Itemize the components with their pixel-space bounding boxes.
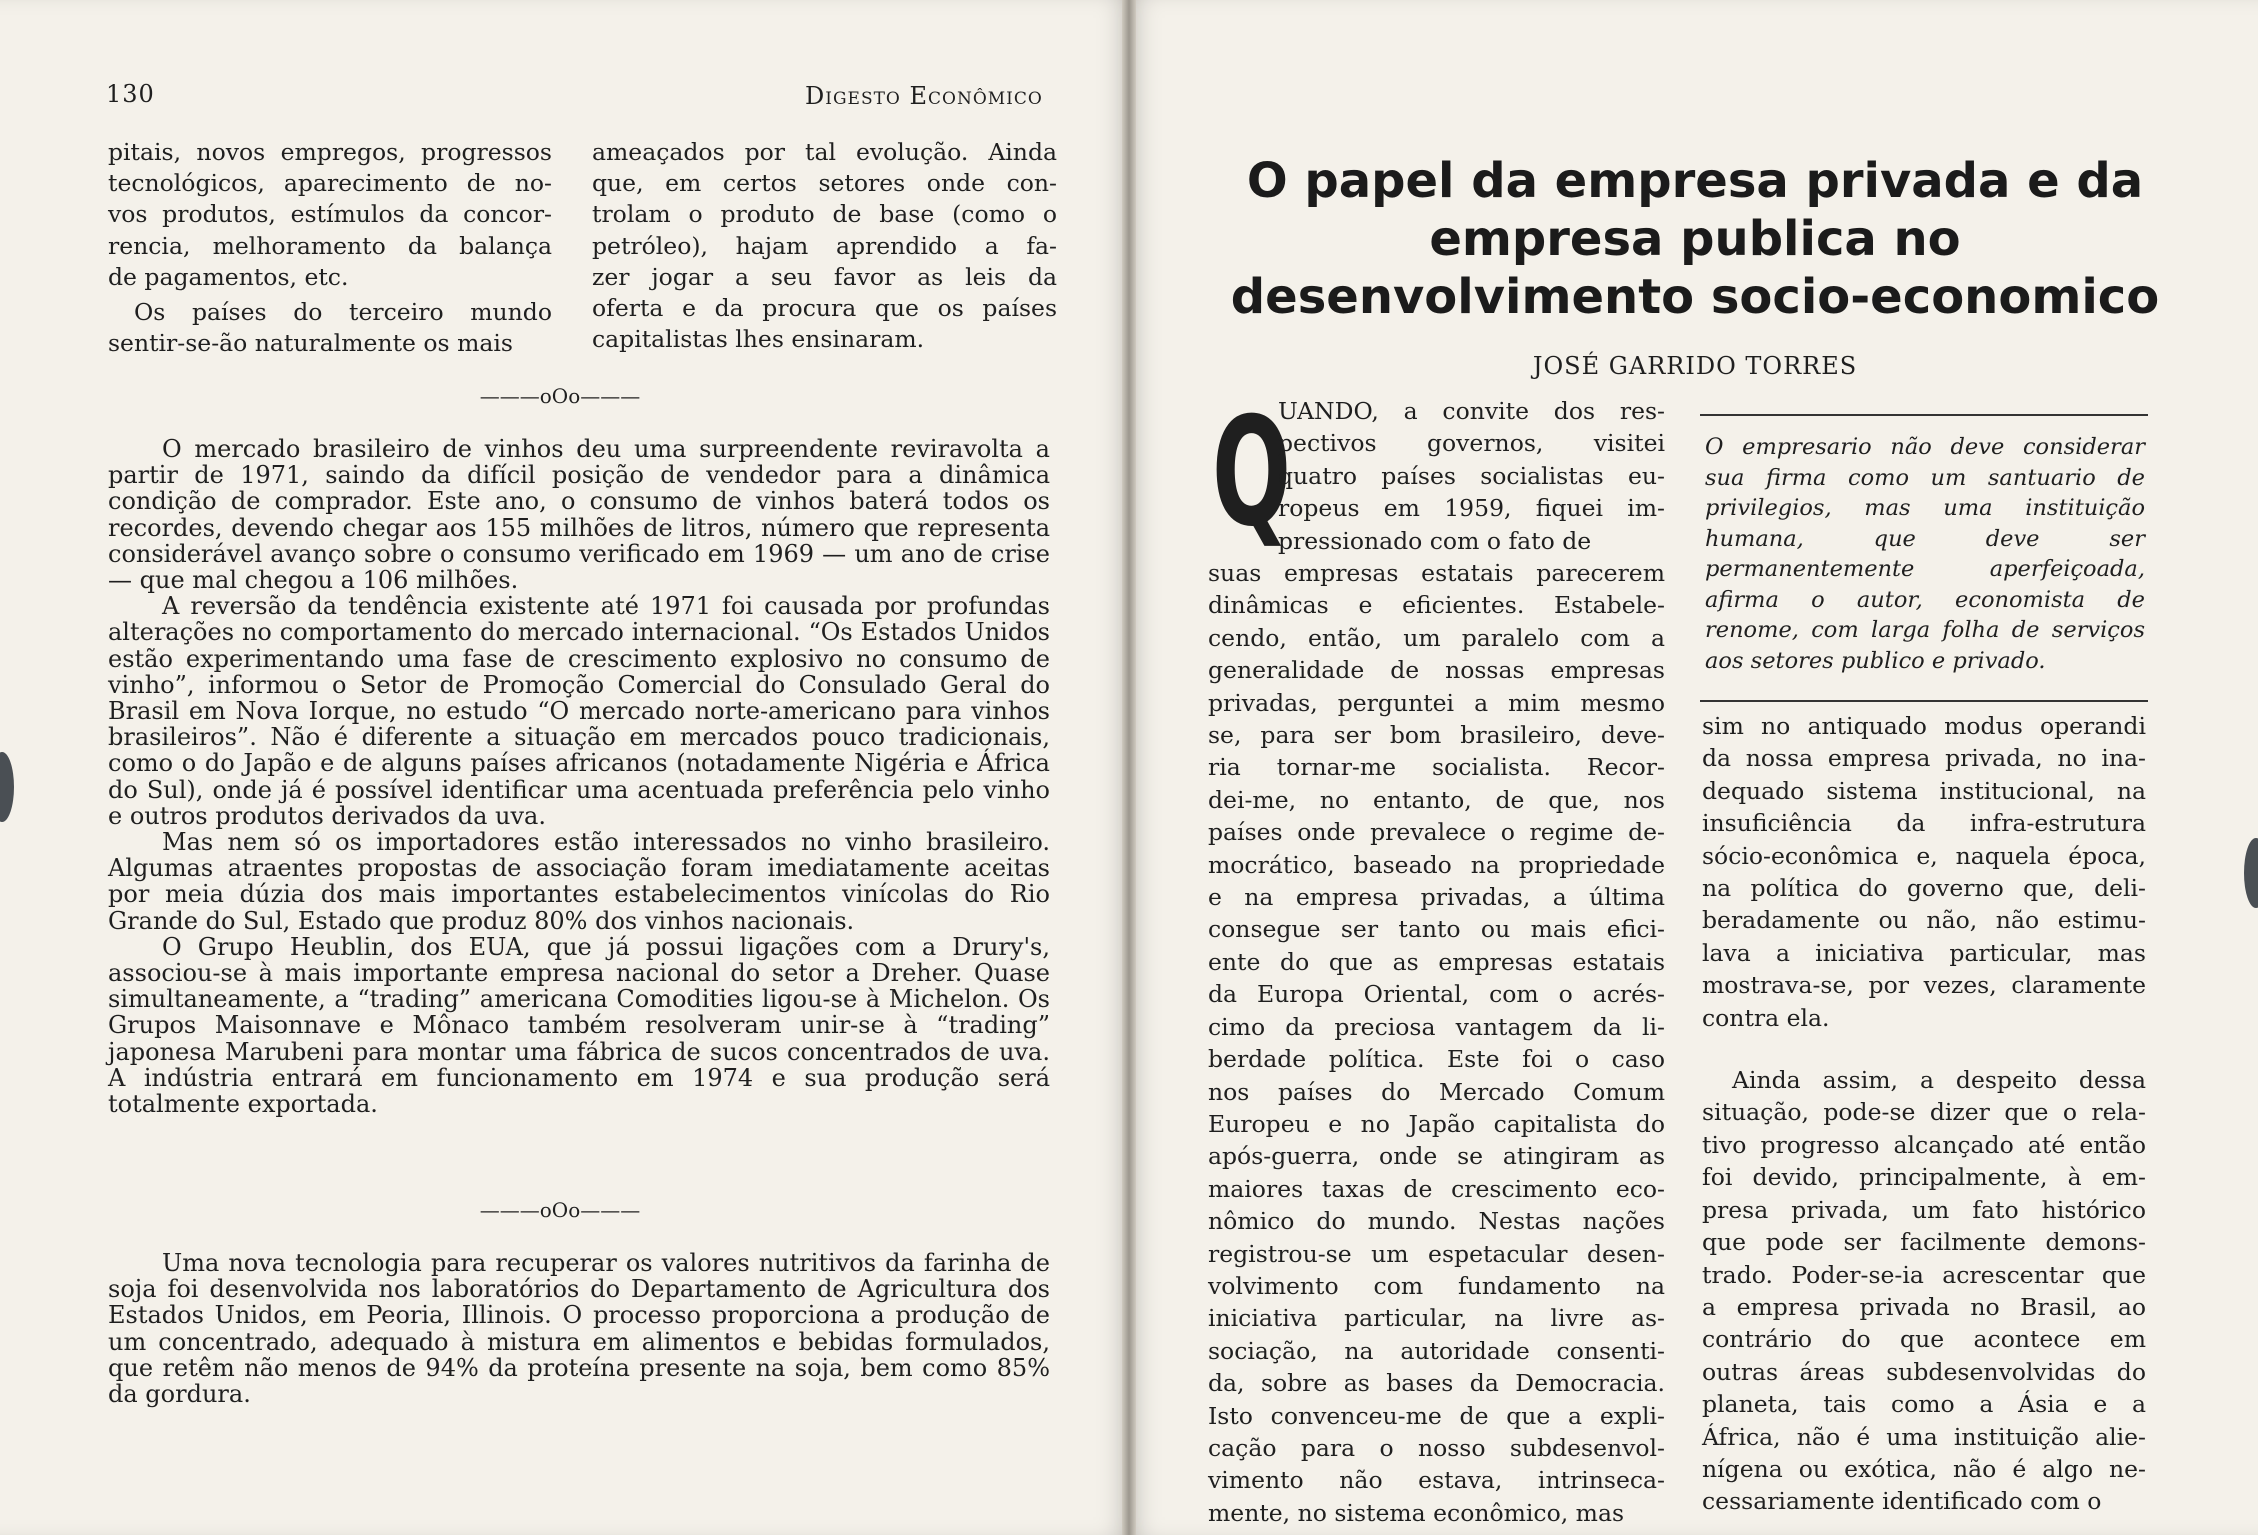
text-line: privadas, perguntei a mim mesmo xyxy=(1208,688,1665,717)
text-line: oferta e da procura que os países xyxy=(592,294,1057,323)
text-line: cimo da preciosa vantagem da li- xyxy=(1208,1012,1665,1041)
page-number: 130 xyxy=(106,80,155,108)
left-col-1 xyxy=(108,137,552,359)
soy-article xyxy=(108,1250,1050,1407)
article-body xyxy=(1208,557,1665,1529)
text-line: sentir-se-ão naturalmente os mais xyxy=(108,329,513,358)
text-line: cendo, então, um paralelo com a xyxy=(1208,623,1665,652)
text-line: Europeu e no Japão capitalista do xyxy=(1208,1109,1665,1138)
drop-cap: Q xyxy=(1212,386,1292,560)
text-line: beradamente ou não, não estimu- xyxy=(1702,906,2146,935)
wine-paragraph-4: O Grupo Heublin, dos EUA, que já possui ligações com a Drury's, associou-se à mais importante empresa nacional do setor a Dreher. Quase simultaneamente, a “trading” americana Comodities ligou-se à Michelon. Os Grupos Maisonnave e Mônaco também resolveram unir-se à “trading” japonesa Marubeni para montar uma fábrica de sucos concentrados de uva. A indústria entrará em funcionamento em 1974 e sua produção será totalmente exportada. xyxy=(108,932,1050,1119)
text-line: UANDO, a convite dos res- xyxy=(1278,397,1665,425)
text-line: ropeus em 1959, fiquei im- xyxy=(1278,494,1665,523)
text-line: mente, no sistema econômico, mas xyxy=(1208,1498,1625,1527)
article-col-2-paragraph-1 xyxy=(1702,710,2146,1034)
lead-paragraph xyxy=(1278,395,1665,557)
running-head: Digesto Econômico xyxy=(805,82,1043,110)
article-title: O papel da empresa privada e da empresa publica no desenvolvimento socio-economico xyxy=(1230,153,2160,325)
book-gutter xyxy=(1122,0,1136,1535)
text-line: vos produtos, estímulos da concor- xyxy=(108,200,552,229)
article-lead-lines xyxy=(1278,395,1665,557)
text-line: insuficiência da infra-estrutura xyxy=(1702,809,2146,838)
text-line: foi devido, principalmente, à em- xyxy=(1702,1163,2146,1192)
text-line: da nossa empresa privada, no ina- xyxy=(1702,744,2146,773)
article-col-1 xyxy=(1208,557,1665,1529)
pull-quote: O empresario não deve considerar sua firma como um santuario de privilegios, mas uma instituição humana, que deve ser permanentemente aperfeiçoada, afirma o autor, economista de renome, com larga folha de serviços aos setores publico e privado. xyxy=(1705,434,2145,674)
text-line: da Europa Oriental, com o acrés- xyxy=(1208,980,1665,1009)
text-line: que, em certos setores onde con- xyxy=(592,169,1057,198)
wine-paragraph-3: Mas nem só os importadores estão interessados no vinho brasileiro. Algumas atraentes propostas de associação foram imediatamente aceitas por meia dúzia dos mais importantes estabelecimentos vinícolas do Rio Grande do Sul, Estado que produz 80% dos vinhos nacionais. xyxy=(108,828,1050,935)
pullquote-top-rule xyxy=(1700,414,2148,416)
text-line: pectivos governos, visitei xyxy=(1278,429,1665,458)
text-line: cação para o nosso subdesenvol- xyxy=(1208,1433,1665,1462)
text-line: da, sobre as bases da Democracia. xyxy=(1208,1369,1665,1398)
text-line: pressionado com o fato de xyxy=(1278,526,1592,555)
text-line: vimento não estava, intrinseca- xyxy=(1208,1466,1665,1495)
text-line: ameaçados por tal evolução. Ainda xyxy=(592,138,1057,166)
text-line: nos países do Mercado Comum xyxy=(1208,1077,1665,1106)
text-line: suas empresas estatais parecerem xyxy=(1208,559,1665,587)
text-line: situação, pode-se dizer que o rela- xyxy=(1702,1098,2146,1127)
text-line: cessariamente identificado com o xyxy=(1702,1487,2102,1516)
text-line: que pode ser facilmente demons- xyxy=(1702,1228,2146,1257)
text-line: e na empresa privadas, a última xyxy=(1208,883,1665,912)
text-line: capitalistas lhes ensinaram. xyxy=(592,325,925,354)
text-line: contra ela. xyxy=(1702,1003,1830,1032)
text-line: trolam o produto de base (como o xyxy=(592,200,1057,229)
wine-paragraph-1: O mercado brasileiro de vinhos deu uma surpreendente reviravolta a partir de 1971, saindo da difícil posição de vendedor para a dinâmica condição de comprador. Este ano, o consumo de vinhos baterá todos os recordes, devendo chegar aos 155 milhões de litros, número que representa considerável avanço sobre o consumo verificado em 1969 — um ano de crise — que mal chegou a 106 milhões. xyxy=(108,435,1050,595)
text-line: Os países do terceiro mundo xyxy=(134,298,552,327)
left-col-1-paragraph-1 xyxy=(108,137,552,293)
text-line: ria tornar-me socialista. Recor- xyxy=(1208,753,1665,782)
article-col-2-paragraph-2 xyxy=(1702,1064,2146,1518)
text-line: lava a iniciativa particular, mas xyxy=(1702,938,2146,967)
text-line: nômico do mundo. Nestas nações xyxy=(1208,1207,1665,1236)
text-line: ente do que as empresas estatais xyxy=(1208,947,1665,976)
text-line: países onde prevalece o regime de- xyxy=(1208,818,1665,847)
text-line: presa privada, um fato histórico xyxy=(1702,1195,2146,1224)
wine-paragraph-2: A reversão da tendência existente até 1971 foi causada por profundas alterações no comportamento do mercado internacional. “Os Estados Unidos estão experimentando uma fase de crescimento explosivo no consumo de vinho”, informou o Setor de Promoção Comercial do Consulado Geral do Brasil em Nova Iorque, no estudo “O mercado norte-americano para vinhos brasileiros”. Não é diferente a situação em mercados pouco tradicionais, como o do Japão e de alguns países africanos (notadamente Nigéria e África do Sul), onde já é possível identificar uma acentuada preferência pelo vinho e outros produtos derivados da uva. xyxy=(108,592,1050,830)
text-line: berdade política. Este foi o caso xyxy=(1208,1045,1665,1074)
text-line: pitais, novos empregos, progressos xyxy=(108,138,552,166)
text-line: dequado sistema institucional, na xyxy=(1702,776,2146,805)
text-line: consegue ser tanto ou mais efici- xyxy=(1208,915,1665,944)
text-line: Isto convenceu-me de que a expli- xyxy=(1208,1401,1665,1430)
text-line: quatro países socialistas eu- xyxy=(1278,461,1665,490)
text-line: volvimento com fundamento na xyxy=(1208,1271,1665,1300)
left-col-2 xyxy=(592,137,1057,355)
text-line: mocrático, baseado na propriedade xyxy=(1208,850,1665,879)
section-separator: ———oOo——— xyxy=(479,384,641,408)
text-line: trado. Poder-se-ia acrescentar que xyxy=(1702,1260,2146,1289)
text-line: tecnológicos, aparecimento de no- xyxy=(108,169,552,198)
text-line: dinâmicas e eficientes. Estabele- xyxy=(1208,591,1665,620)
pullquote-bottom-rule xyxy=(1700,700,2148,702)
text-line: zer jogar a seu favor as leis da xyxy=(592,262,1057,291)
text-line: após-guerra, onde se atingiram as xyxy=(1208,1142,1665,1171)
text-line: de pagamentos, etc. xyxy=(108,262,349,291)
section-separator-2: ———oOo——— xyxy=(479,1198,641,1222)
text-line: iniciativa particular, na livre as- xyxy=(1208,1304,1665,1333)
left-col-1-paragraph-2 xyxy=(108,297,552,359)
text-line: Ainda assim, a despeito dessa xyxy=(1732,1066,2146,1095)
text-line: na política do governo que, deli- xyxy=(1702,874,2146,903)
text-line: outras áreas subdesenvolvidas do xyxy=(1702,1357,2146,1386)
soy-paragraph: Uma nova tecnologia para recuperar os valores nutritivos da farinha de soja foi desenvolvida nos laboratórios do Departamento de Agricultura dos Estados Unidos, em Peoria, Illinois. O processo proporciona a produção de um concentrado, adequado à mistura em alimentos e bebidas formulados, que retêm não menos de 94% da proteína presente na soja, bem como 85% da gordura. xyxy=(108,1249,1050,1409)
text-line: maiores taxas de crescimento eco- xyxy=(1208,1174,1665,1203)
text-line: contrário do que acontece em xyxy=(1702,1325,2146,1354)
text-line: se, para ser bom brasileiro, deve- xyxy=(1208,721,1665,750)
text-line: sim no antiquado modus operandi xyxy=(1702,712,2146,740)
text-line: sócio-econômica e, naquela época, xyxy=(1702,841,2146,870)
article-author: JOSÉ GARRIDO TORRES xyxy=(1532,352,1858,380)
text-line: registrou-se um espetacular desen- xyxy=(1208,1239,1665,1268)
text-line: a empresa privada no Brasil, ao xyxy=(1702,1292,2146,1321)
text-line: tivo progresso alcançado até então xyxy=(1702,1130,2146,1159)
text-line: nígena ou exótica, não é algo ne- xyxy=(1702,1454,2146,1483)
text-line: sociação, na autoridade consenti- xyxy=(1208,1336,1665,1365)
text-line: generalidade de nossas empresas xyxy=(1208,656,1665,685)
text-line: mostrava-se, por vezes, claramente xyxy=(1702,971,2146,1000)
text-line: petróleo), hajam aprendido a fa- xyxy=(592,231,1057,260)
text-line: África, não é uma instituição alie- xyxy=(1702,1422,2146,1451)
left-col-2-paragraph xyxy=(592,137,1057,355)
wine-article xyxy=(108,436,1050,1117)
article-col-2 xyxy=(1702,710,2146,1518)
text-line: planeta, tais como a Ásia e a xyxy=(1702,1390,2146,1419)
text-line: dei-me, no entanto, de que, nos xyxy=(1208,785,1665,814)
text-line: rencia, melhoramento da balança xyxy=(108,231,552,260)
